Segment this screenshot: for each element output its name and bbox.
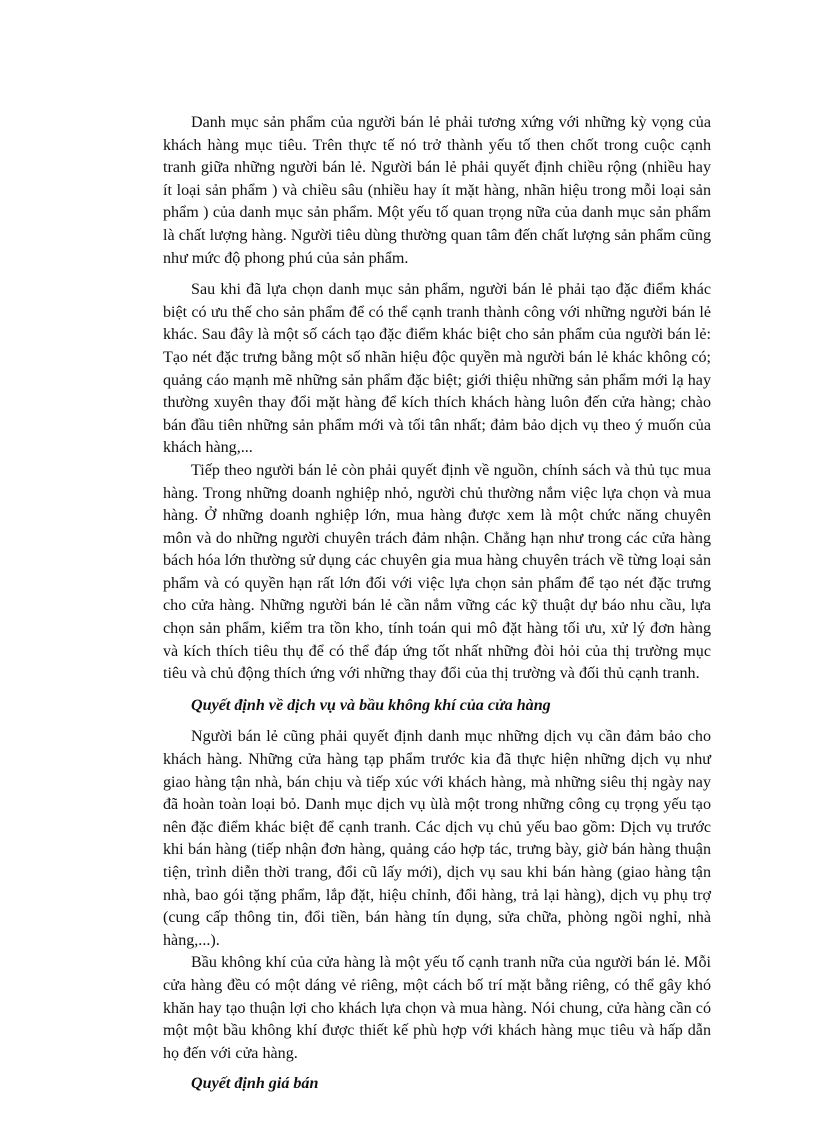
section-heading-pricing: Quyết định giá bán (191, 1075, 319, 1093)
document-page (163, 112, 711, 1096)
paragraph-store-atmosphere: Bầu không khí của cửa hàng là một yếu tố cạnh tranh nữa của người bán lẻ. Mỗi cửa hàng đều có một dáng vẻ riêng, một cách bố trí mặt bằng riêng, có thể gây khó khăn hay tạo thuận lợi cho khách lựa chọn và mua hàng. Nói chung, cửa hàng cần có một một bầu không khí được thiết kế phù hợp với khách hàng mục tiêu và hấp dẫn họ đến với cửa hàng. (163, 954, 711, 1062)
paragraph-services: Người bán lẻ cũng phải quyết định danh mục những dịch vụ cần đảm bảo cho khách hàng. Những cửa hàng tạp phẩm trước kia đã thực hiện những dịch vụ như giao hàng tận nhà, bán chịu và tiếp xúc với khách hàng, mà những siêu thị ngày nay đã hoàn toàn loại bỏ. Danh mục dịch vụ ùlà một trong những công cụ trọng yếu tạo nên đặc điểm khác biệt để cạnh tranh. Các dịch vụ chủ yếu bao gồm: Dịch vụ trước khi bán hàng (tiếp nhận đơn hàng, quảng cáo hợp tác, trưng bày, giờ bán hàng thuận tiện, trình diễn thời trang, đổi cũ lấy mới), dịch vụ sau khi bán hàng (giao hàng tận nhà, bao gói tặng phẩm, lắp đặt, hiệu chỉnh, đổi hàng, trả lại hàng), dịch vụ phụ trợ (cung cấp thông tin, đổi tiền, bán hàng tín dụng, sửa chữa, phòng ngồi nghỉ, nhà hàng,...). (163, 728, 711, 949)
paragraph-purchasing: Tiếp theo người bán lẻ còn phải quyết định về nguồn, chính sách và thủ tục mua hàng. Trong những doanh nghiệp nhỏ, người chủ thường nắm việc lựa chọn và mua hàng. Ở những doanh nghiệp lớn, mua hàng được xem là một chức năng chuyên môn và do những người chuyên trách đảm nhận. Chẳng hạn như trong các cửa hàng bách hóa lớn thường sử dụng các chuyên gia mua hàng chuyên trách về từng loại sản phẩm và có quyền hạn rất lớn đối với việc lựa chọn sản phẩm để tạo nét đặc trưng cho cửa hàng. Những người bán lẻ cần nắm vững các kỹ thuật dự báo nhu cầu, lựa chọn sản phẩm, kiểm tra tồn kho, tính toán qui mô đặt hàng tối ưu, xử lý đơn hàng và kích thích tiêu thụ để có thể đáp ứng tốt nhất những đòi hỏi của thị trường mục tiêu và chủ động thích ứng với những thay đổi của thị trường và đối thủ cạnh tranh. (163, 461, 711, 683)
paragraph-product-assortment: Danh mục sản phẩm của người bán lẻ phải tương xứng với những kỳ vọng của khách hàng mục tiêu. Trên thực tế nó trở thành yếu tố then chốt trong cuộc cạnh tranh giữa những người bán lẻ. Người bán lẻ phải quyết định chiều rộng (nhiều hay ít loại sản phẩm ) và chiều sâu (nhiều hay ít mặt hàng, nhãn hiệu trong mỗi loại sản phẩm ) của danh mục sản phẩm. Một yếu tố quan trọng nữa của danh mục sản phẩm là chất lượng hàng. Người tiêu dùng thường quan tâm đến chất lượng sản phẩm cũng như mức độ phong phú của sản phẩm. (163, 114, 711, 267)
paragraph-differentiation: Sau khi đã lựa chọn danh mục sản phẩm, người bán lẻ phải tạo đặc điểm khác biệt có ưu thế cho sản phẩm để có thể cạnh tranh thành công với những người bán lẻ khác. Sau đây là một số cách tạo đặc điểm khác biệt cho sản phẩm của người bán lẻ: Tạo nét đặc trưng bằng một số nhãn hiệu độc quyền mà người bán lẻ khác không có; quảng cáo mạnh mẽ những sản phẩm đặc biệt; giới thiệu những sản phẩm mới lạ hay thường xuyên thay đổi mặt hàng để kích thích khách hàng luôn đến cửa hàng; chào bán đầu tiên những sản phẩm mới và tối tân nhất; đảm bảo dịch vụ theo ý muốn của khách hàng,... (163, 281, 711, 457)
section-heading-services-atmosphere: Quyết định về dịch vụ và bầu không khí của cửa hàng (191, 696, 551, 714)
